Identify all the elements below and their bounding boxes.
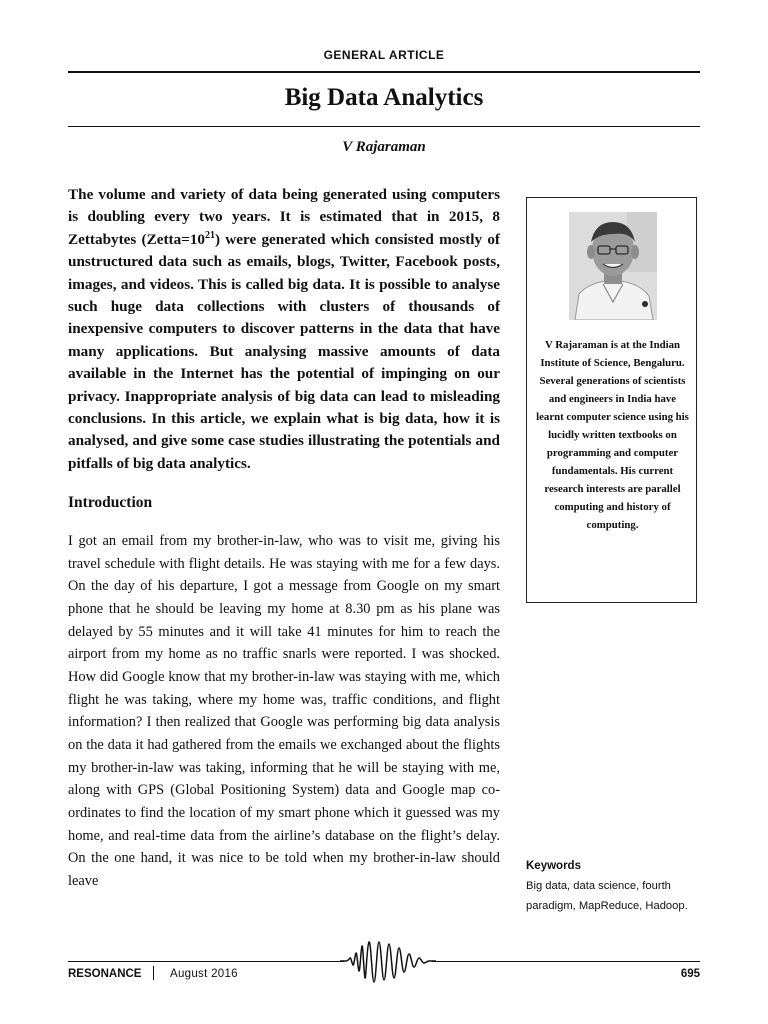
- introduction-body: I got an email from my brother-in-law, who was to visit me, giving his travel schedule with flight details. He was staying with me for a few days. On the day of his departure, I got a message from Google on my smart phone that he should be leaving my home at 8.30 pm as his plane was delayed by 55 minutes and it will take 41 minutes for him to reach the airport from my home as no traffic snarls were reported. I was shocked. How did Google know that my brother-in-law was staying with me, which flight he was taking, where my home was, traffic conditions, and flight information? I then realized that Google was performing big data analysis on the data it had gathered from the emails we exchanged about the flights my brother-in-law was taking, informing that he will be staying with me, along with GPS (Global Positioning System) data and Google map co-ordinates to find the location of my smart phone which it guessed was my home, and real-time data from the airline’s database on the flight’s delay. On the one hand, it was nice to be told when my brother-in-law should leave: [68, 533, 500, 889]
- introduction-heading: Introduction: [68, 494, 153, 511]
- abstract-text-start: The volume and variety of data being generated using computers is doubling every two years. It is estimated that in 2015, 8 Zettabytes (Zetta=10: [68, 186, 500, 248]
- footer-rule-left: [68, 961, 344, 962]
- page-number: 695: [680, 968, 700, 980]
- footer-separator: [153, 966, 154, 980]
- title-rule: [68, 126, 700, 127]
- author-name: V Rajaraman: [342, 139, 426, 155]
- author-portrait: [569, 212, 657, 320]
- footer-rule-right: [432, 961, 700, 962]
- waveform-logo-icon: [338, 940, 438, 984]
- author-bio: V Rajaraman is at the Indian Institute of Science, Bengaluru. Several generations of scientists and engineers in India have learnt computer science using his lucidly written textbooks on programming and computer fundamentals. His current research interests are parallel computing and history of computing.: [536, 339, 689, 531]
- journal-name: RESONANCE: [68, 968, 142, 980]
- zetta-exponent: 21: [205, 229, 216, 241]
- article-title: Big Data Analytics: [284, 84, 484, 111]
- author-bio-box: [526, 197, 697, 603]
- keywords-label: Keywords: [526, 860, 581, 872]
- keywords-list: Big data, data science, fourth paradigm, MapReduce, Hadoop.: [526, 880, 688, 912]
- top-rule: [68, 71, 700, 73]
- abstract: [68, 184, 500, 475]
- abstract-text-end: ) were generated which consisted mostly of unstructured data such as emails, blogs, Twitter, Facebook posts, images, and videos. This is called big data. It is possible to analyse such huge data collections with clusters of thousands of inexpensive computers to discover patterns in the data that have many applications. But analysing massive amounts of data available in the Internet has the potential of impinging on our privacy. Inappropriate analysis of big data can lead to misleading conclusions. In this article, we explain what is big data, how it is analysed, and give some case studies illustrating the potentials and pitfalls of big data analytics.: [68, 230, 500, 472]
- section-label: GENERAL ARTICLE: [323, 48, 445, 62]
- issue-date: August 2016: [170, 968, 238, 980]
